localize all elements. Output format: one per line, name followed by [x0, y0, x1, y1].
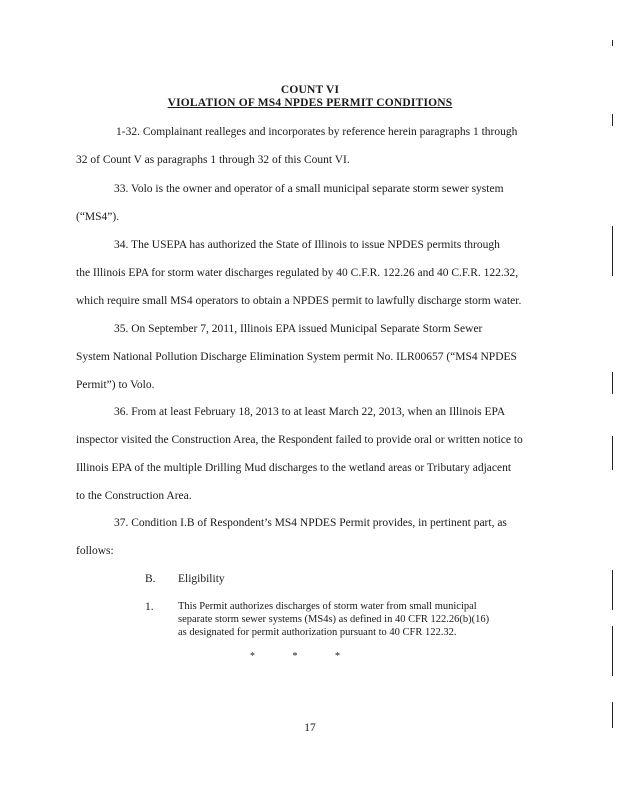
scan-mark — [612, 436, 613, 470]
star-1: * — [250, 651, 255, 662]
star-2: * — [292, 651, 298, 662]
para-33-line-1: 33. Volo is the owner and operator of a small municipal separate storm sewer system — [114, 183, 504, 195]
para-37-line-2: follows: — [76, 545, 114, 557]
quote-item-line-1: This Permit authorizes discharges of storm water from small municipal — [178, 601, 477, 612]
para-36-line-3: Illinois EPA of the multiple Drilling Mud discharges to the wetland areas or Tributary adjacent — [76, 462, 512, 474]
star-3: * — [335, 651, 340, 662]
scan-mark — [612, 626, 613, 676]
para-35-line-1: 35. On September 7, 2011, Illinois EPA issued Municipal Separate Storm Sewer — [114, 323, 483, 335]
count-heading: COUNT VI — [280, 84, 340, 96]
count-title: VIOLATION OF MS4 NPDES PERMIT CONDITIONS — [167, 97, 453, 109]
para-1-32-line-1: 1-32. Complainant realleges and incorporates by reference herein paragraphs 1 through — [116, 126, 518, 138]
quote-section-letter: B. — [145, 573, 156, 585]
para-1-32-line-2: 32 of Count V as paragraphs 1 through 32 of this Count VI. — [76, 154, 350, 166]
scan-mark — [612, 372, 613, 394]
quote-item-number: 1. — [145, 601, 154, 613]
scan-mark — [612, 570, 613, 610]
para-34-line-3: which require small MS4 operators to obtain a NPDES permit to lawfully discharge storm water. — [76, 295, 522, 307]
para-35-line-3: Permit”) to Volo. — [76, 379, 155, 391]
para-34-line-2: the Illinois EPA for storm water discharges regulated by 40 C.F.R. 122.26 and 40 C.F.R. 122.32, — [76, 267, 519, 279]
quote-item-line-2: separate storm sewer systems (MS4s) as defined in 40 CFR 122.26(b)(16) — [178, 614, 490, 625]
scan-mark — [612, 40, 613, 46]
para-36-line-4: to the Construction Area. — [76, 490, 192, 502]
para-37-line-1: 37. Condition I.B of Respondent’s MS4 NPDES Permit provides, in pertinent part, as — [114, 517, 507, 529]
para-36-line-1: 36. From at least February 18, 2013 to at least March 22, 2013, when an Illinois EPA — [114, 406, 506, 418]
scan-mark — [612, 226, 613, 276]
para-35-line-2: System National Pollution Discharge Elimination System permit No. ILR00657 (“MS4 NPDES — [76, 351, 517, 363]
ellipsis-stars — [250, 651, 340, 662]
para-36-line-2: inspector visited the Construction Area, the Respondent failed to provide oral or written notice to — [76, 434, 523, 446]
quote-section-title: Eligibility — [178, 573, 225, 585]
quote-item-line-3: as designated for permit authorization pursuant to 40 CFR 122.32. — [178, 627, 457, 638]
scan-mark — [612, 114, 613, 126]
para-33-line-2: (“MS4”). — [76, 211, 120, 223]
page-number: 17 — [304, 722, 316, 734]
para-34-line-1: 34. The USEPA has authorized the State of Illinois to issue NPDES permits through — [114, 239, 500, 251]
scan-mark — [612, 702, 613, 728]
